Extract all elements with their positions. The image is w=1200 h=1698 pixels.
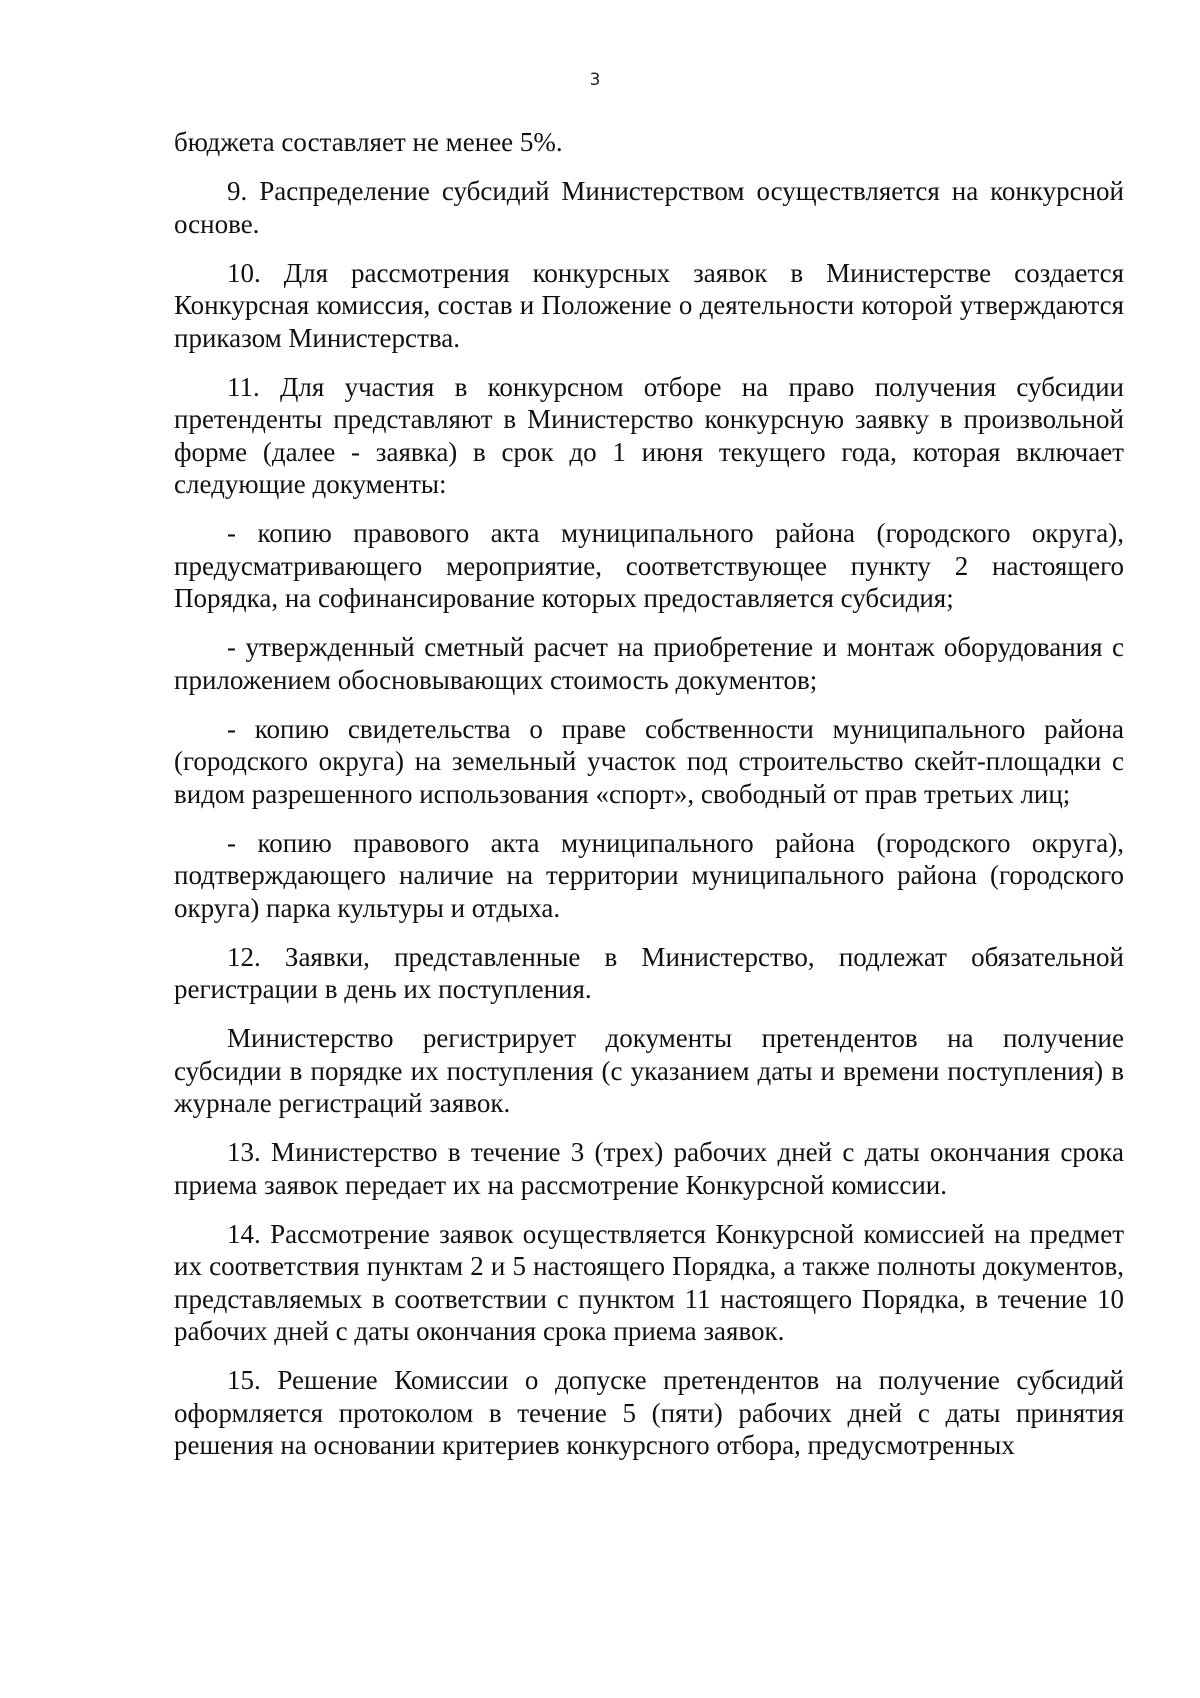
- page-number: 3: [589, 70, 601, 90]
- paragraph-item-11: 11. Для участия в конкурсном отборе на право получения субсидии претенденты представляют в Министерство конкурсную заявку в произвольной форме (далее - заявка) в срок до 1 июня текущего года, которая включает следующие документы:: [174, 371, 1124, 499]
- paragraph-item-9: 9. Распределение субсидий Министерством осуществляется на конкурсной основе.: [174, 176, 1124, 239]
- list-item-park-confirmation: - копию правового акта муниципального района (городского округа), подтверждающего наличие на территории муниципального района (городского округа) парка культуры и отдыха.: [174, 827, 1124, 923]
- paragraph-item-10: 10. Для рассмотрения конкурсных заявок в Министерстве создается Конкурсная комиссия, состав и Положение о деятельности которой утверждаются приказом Министерства.: [174, 257, 1124, 353]
- document-body: [174, 126, 1124, 1478]
- paragraph-item-14: 14. Рассмотрение заявок осуществляется Конкурсной комиссией на предмет их соответствия пунктам 2 и 5 настоящего Порядка, а также полноты документов, представляемых в соответствии с пунктом 11 настоящего Порядка, в течение 10 рабочих дней с даты окончания срока приема заявок.: [174, 1218, 1124, 1346]
- list-item-legal-act-copy: - копию правового акта муниципального района (городского округа), предусматривающего мероприятие, соответствующее пункту 2 настоящего Порядка, на софинансирование которых предоставляется субсидия;: [174, 518, 1124, 613]
- list-item-ownership-certificate: - копию свидетельства о праве собственности муниципального района (городского округа) на земельный участок под строительство скейт-площадки с видом разрешенного использования «спорт», свободный от прав третьих лиц;: [174, 713, 1124, 809]
- paragraph-item-13: 13. Министерство в течение 3 (трех) рабочих дней с даты окончания срока приема заявок передает их на рассмотрение Конкурсной комиссии.: [174, 1137, 1124, 1200]
- list-item-cost-estimate: - утвержденный сметный расчет на приобретение и монтаж оборудования с приложением обосновывающих стоимость документов;: [174, 632, 1124, 695]
- paragraph-registration: Министерство регистрирует документы претендентов на получение субсидии в порядке их поступления (с указанием даты и времени поступления) в журнале регистраций заявок.: [174, 1023, 1124, 1118]
- paragraph-continuation: бюджета составляет не менее 5%.: [174, 127, 563, 157]
- paragraph-item-15: 15. Решение Комиссии о допуске претендентов на получение субсидий оформляется протоколом в течение 5 (пяти) рабочих дней с даты принятия решения на основании критериев конкурсного отбора, предусмотренных: [174, 1365, 1124, 1460]
- paragraph-item-12: 12. Заявки, представленные в Министерство, подлежат обязательной регистрации в день их поступления.: [174, 941, 1124, 1004]
